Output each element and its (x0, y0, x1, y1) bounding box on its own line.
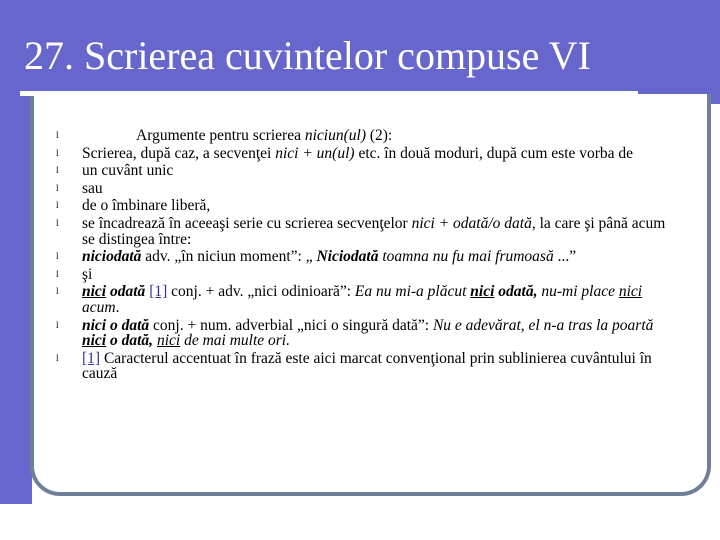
list-item: l sau (56, 179, 103, 197)
bullet-icon: l (56, 251, 59, 262)
footnote-link[interactable]: [1] (149, 283, 168, 301)
bullet-icon: l (56, 352, 59, 363)
list-item: l un cuvânt unic (56, 162, 174, 180)
bullet-icon: l (56, 319, 59, 330)
list-item: l [1] Caracterul accentuat în frază este aici marcat convenţional prin sublinierea cuvântului în cauză (56, 349, 652, 383)
bullet-icon: l (56, 182, 59, 193)
title-underline (20, 91, 638, 96)
list-item: l se încadrează în aceeaşi serie cu scrierea secvenţelor nici + odată/o dată, la care şi până acum se distingea între: (56, 214, 666, 248)
list-item: l Argumente pentru scrierea niciun(ul) (2): (56, 127, 393, 144)
bullet-icon: l (56, 165, 59, 176)
bullet-icon: l (56, 217, 59, 228)
slide-title: 27. Scrierea cuvintelor compuse VI (24, 33, 591, 78)
left-decor-bar (0, 104, 32, 504)
list-item: l Scrierea, după caz, a secvenţei nici + un(ul) etc. în două moduri, după cum este vorba de (56, 144, 634, 162)
list-item: l niciodată adv. „în niciun moment”: „ Niciodată toamna nu fu mai frumoasă ...” (56, 248, 577, 266)
list-item: l nici odată [1] conj. + adv. „nici odinioară”: Ea nu mi-a plăcut nici odată, nu-mi place nici acum. (56, 283, 643, 316)
list-item: l nici o dată conj. + num. adverbial „nici o singură dată”: Nu e adevărat, el n-a tras la poartă nici o dată, nici de mai multe ori. (56, 316, 654, 350)
bullet-icon: l (56, 147, 59, 158)
bullet-list (50, 128, 680, 384)
bullet-icon: l (56, 286, 59, 297)
bullet-icon: l (56, 130, 59, 140)
bullet-icon: l (56, 268, 59, 279)
list-item: l de o îmbinare liberă, (56, 197, 211, 215)
footnote-link[interactable]: [1] (82, 349, 101, 367)
bullet-icon: l (56, 200, 59, 211)
list-item: l şi (56, 265, 93, 283)
